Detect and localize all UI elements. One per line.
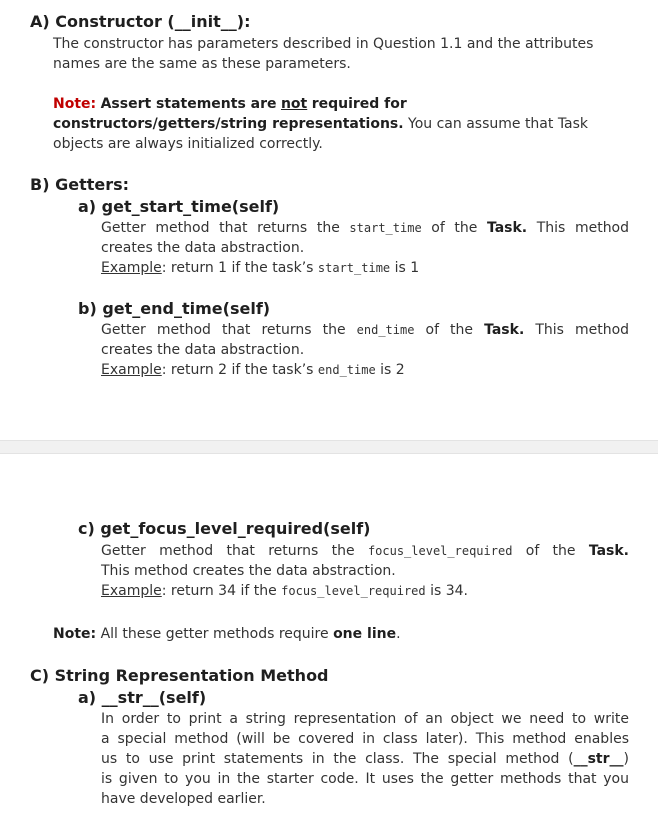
getter-c-code: focus_level_required xyxy=(367,544,513,558)
str-line-3-close: ) xyxy=(623,751,629,767)
section-a-note-line-2 xyxy=(53,114,588,134)
str-line-2: a special method (will be covered in class later). This method enables xyxy=(101,731,629,747)
section-b-heading: B) Getters: xyxy=(30,175,130,194)
getter-a-text-mid: of the xyxy=(431,220,478,236)
example-label: Example xyxy=(101,583,162,599)
getters-note xyxy=(53,624,401,644)
str-dunder-bold: __str__ xyxy=(573,751,624,767)
getter-a-line-1 xyxy=(101,218,629,238)
note-bold-1: Assert statements are xyxy=(100,96,277,112)
section-a-para-line-2: names are the same as these parameters. xyxy=(53,56,351,72)
example-post: is 2 xyxy=(380,362,405,378)
example-code: end_time xyxy=(317,363,376,377)
str-method-title: a) __str__(self) xyxy=(78,688,207,707)
getter-b-task-bold: Task. xyxy=(484,322,525,338)
page-2 xyxy=(0,454,658,820)
getter-c-text-mid: of the xyxy=(525,543,576,559)
section-a-note-line-1 xyxy=(53,94,407,114)
section-a-para-line-1: The constructor has parameters described in Question 1.1 and the attributes xyxy=(53,36,594,52)
getter-b-text-mid: of the xyxy=(425,322,474,338)
str-line-3 xyxy=(101,749,629,769)
example-label: Example xyxy=(101,260,162,276)
getter-a-title: a) get_start_time(self) xyxy=(78,197,280,216)
getters-note-label: Note: xyxy=(53,626,97,642)
page-break xyxy=(0,440,658,454)
example-text: : return 1 if the task’s xyxy=(161,260,314,276)
getter-b-title: b) get_end_time(self) xyxy=(78,299,271,318)
section-c-heading: C) String Representation Method xyxy=(30,666,329,685)
example-label: Example xyxy=(101,362,162,378)
getter-b-text-post: This method xyxy=(535,322,630,338)
getter-a-code: start_time xyxy=(349,221,422,235)
example-text: : return 2 if the task’s xyxy=(161,362,314,378)
section-a-note-line-3: objects are always initialized correctly. xyxy=(53,136,323,152)
getter-c-line-2: This method creates the data abstraction. xyxy=(101,563,396,579)
getter-a-text-post: This method xyxy=(536,220,630,236)
note-label: Note: xyxy=(53,96,97,112)
getter-c-example xyxy=(101,581,468,601)
getter-b-text: Getter method that returns the xyxy=(101,322,346,338)
example-post: is 1 xyxy=(394,260,420,276)
getter-a-task-bold: Task. xyxy=(486,220,528,236)
getters-note-text: All these getter methods require xyxy=(100,626,329,642)
getter-a-line-2: creates the data abstraction. xyxy=(101,240,305,256)
example-text: : return 34 if the xyxy=(161,583,277,599)
getter-c-title: c) get_focus_level_required(self) xyxy=(78,519,371,538)
getter-a-example xyxy=(101,258,419,278)
example-code: start_time xyxy=(317,261,391,275)
getter-b-example xyxy=(101,360,405,380)
getter-c-line-1 xyxy=(101,541,629,561)
getter-a-text: Getter method that returns the xyxy=(101,220,340,236)
note-line-2-bold: constructors/getters/string representations. xyxy=(53,116,404,132)
str-line-3-text: us to use print statements in the class. The special method ( xyxy=(101,751,574,767)
getter-c-task-bold: Task. xyxy=(588,543,629,559)
note-bold-2: required for xyxy=(311,96,407,112)
getter-b-code: end_time xyxy=(356,323,415,337)
getter-b-line-2: creates the data abstraction. xyxy=(101,342,305,358)
str-line-5: have developed earlier. xyxy=(101,791,266,807)
getter-c-text: Getter method that returns the xyxy=(101,543,355,559)
getters-note-period: . xyxy=(396,626,401,642)
note-not: not xyxy=(280,96,308,112)
str-line-1: In order to print a string representation of an object we need to write xyxy=(101,711,629,727)
getters-note-bold: one line xyxy=(333,626,397,642)
getter-b-line-1 xyxy=(101,320,629,340)
example-code: focus_level_required xyxy=(281,584,426,598)
str-line-4: is given to you in the starter code. It uses the getter methods that you xyxy=(101,771,629,787)
example-post: is 34. xyxy=(430,583,468,599)
note-line-2-rest: You can assume that Task xyxy=(408,116,589,132)
section-a-heading: A) Constructor (__init__): xyxy=(30,12,251,31)
